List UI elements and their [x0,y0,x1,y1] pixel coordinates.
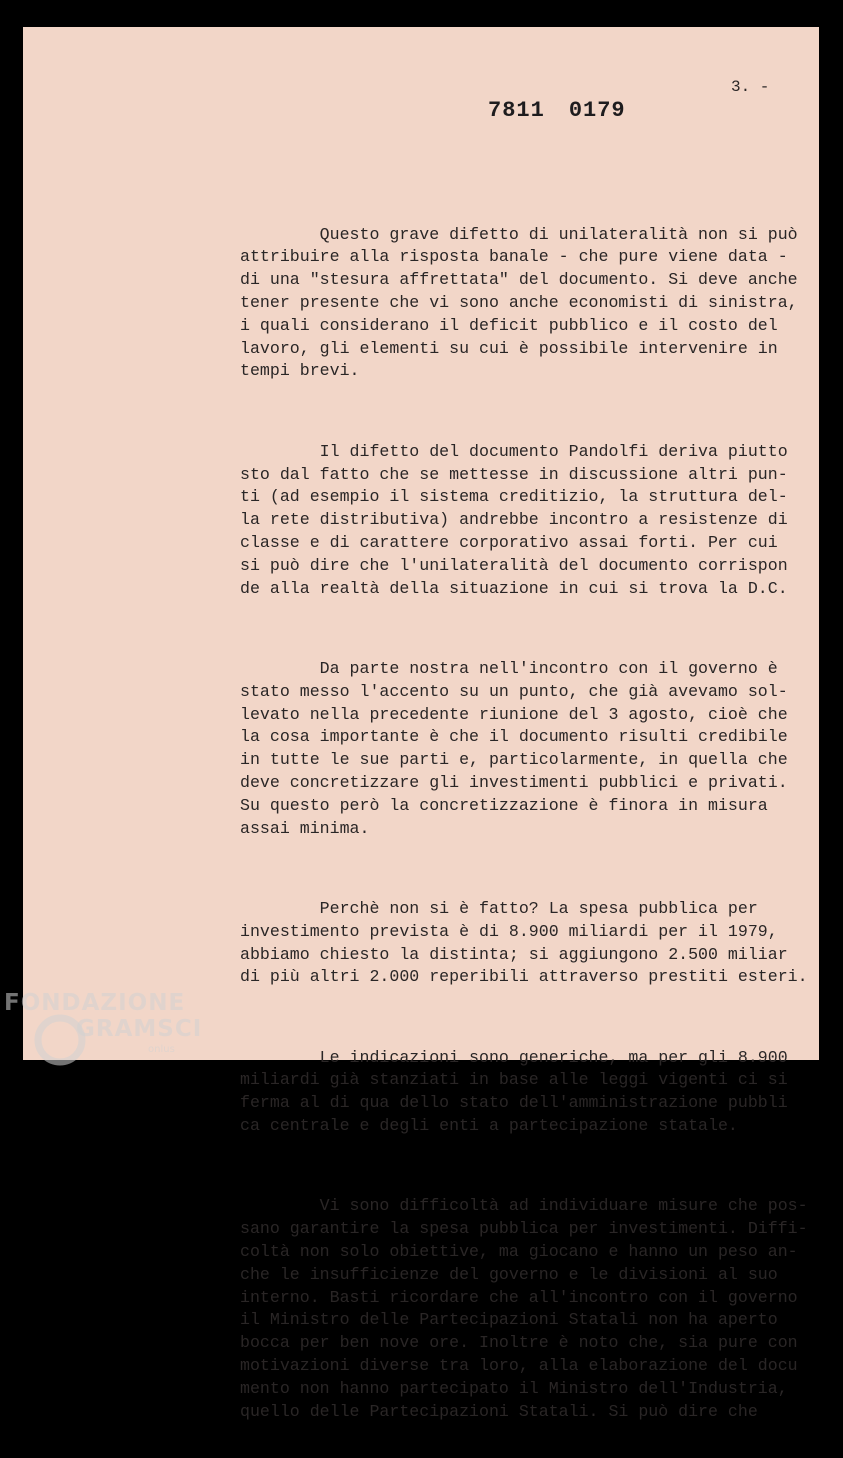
paragraph-2: Il difetto del documento Pandolfi deriva piutto sto dal fatto che se mettesse in discussione altri pun- ti (ad esempio il sistema creditizio, la struttura del- la rete distributiva) andrebbe incontro a resistenze di classe e di carattere corporativo assai forti. Per cui si può dire che l'unilateralità del documento corrispon de alla realtà della situazione in cui si trova la D.C. [240,441,788,598]
paragraph-3: Da parte nostra nell'incontro con il governo è stato messo l'accento su un punto, che già avevamo sol- levato nella precedente riunione del 3 agosto, cioè che la cosa importante è che il documento risulti credibile in tutte le sue parti e, particolarmente, in quella che deve concretizzare gli investimenti pubblici e privati. Su questo però la concretizzazione è finora in misura assai minima. [240,658,788,838]
archive-stamp [488,98,626,123]
fondazione-gramsci-watermark [4,990,214,1080]
paragraph-4: Perchè non si è fatto? La spesa pubblica per investimento prevista è di 8.900 miliardi per il 1979, abbiamo chiesto la distinta; si aggiungono 2.500 miliar di più altri 2.000 reperibili attraverso prestiti esteri. [240,898,808,987]
page-number: 3. - [731,78,770,96]
watermark-line3: onlus [148,1044,175,1055]
watermark-line1: FONDAZIONE [4,990,186,1016]
paragraph-5: Le indicazioni sono generiche, ma per gli 8.900 miliardi già stanziati in base alle leggi vigenti ci si ferma al di qua dello stato dell'amministrazione pubbli ca centrale e degli enti a partecipazione statale. [240,1047,788,1136]
stamp-right-number: 0179 [568,98,626,123]
paragraph-6: Vi sono difficoltà ad individuare misure che pos- sano garantire la spesa pubblica per investimenti. Diffi- coltà non solo obiettive, ma giocano e hanno un peso an- che le insufficienze del governo e le divisioni al suo interno. Basti ricordare che all'incontro con il governo il Ministro delle Partecipazioni Statali non ha aperto bocca per ben nove ore. Inoltre è noto che, sia pure con motivazioni diverse tra loro, alla elaborazione del docu mento non hanno partecipato il Ministro dell'Industria, quello delle Partecipazioni Statali. Si può dire che [240,1196,808,1421]
document-body [240,178,808,1458]
watermark-line2: GRAMSCI [76,1016,203,1042]
stamp-left-number: 7811 [488,98,545,123]
paragraph-1: Questo grave difetto di unilateralità non si può attribuire alla risposta banale - che pure viene data - di una "stesura affrettata" del documento. Si deve anche tener presente che vi sono anche economisti di sinistra, i quali considerano il deficit pubblico e il costo del lavoro, gli elementi su cui è possibile intervenire in tempi brevi. [240,224,798,381]
